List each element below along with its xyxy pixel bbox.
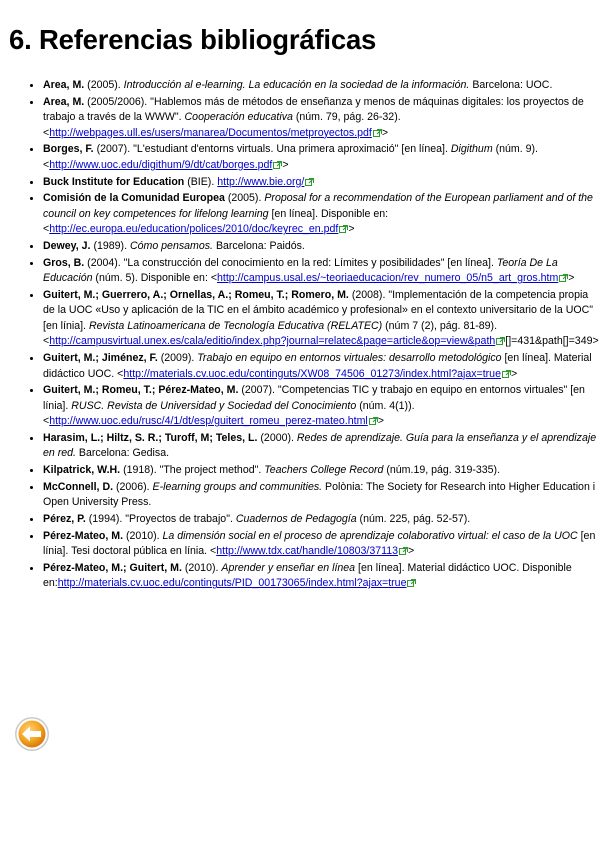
external-link-icon[interactable] bbox=[407, 579, 416, 587]
reference-link[interactable]: http://webpages.ull.es/users/manarea/Documentos/metproyectos.pdf bbox=[49, 126, 372, 139]
reference-author: Buck Institute for Education bbox=[43, 175, 185, 188]
reference-title: Cómo pensamos. bbox=[129, 239, 213, 252]
reference-item bbox=[42, 191, 602, 238]
page-title: 6. Referencias bibliográficas bbox=[9, 24, 377, 55]
reference-title: Teachers College Record bbox=[264, 464, 384, 477]
reference-text: (2004). "La construcción del conocimiento en la red: Límites y posibilidades" [en línea]. bbox=[84, 256, 497, 269]
reference-text: []=431&path[]=349> bbox=[505, 335, 599, 348]
reference-link[interactable]: http://materials.cv.uoc.edu/continguts/XW08_74506_01273/index.html?ajax=true bbox=[123, 367, 501, 380]
external-link-icon[interactable] bbox=[496, 337, 505, 345]
reference-text: (2009). bbox=[157, 352, 198, 364]
reference-text: > bbox=[348, 223, 355, 236]
reference-item bbox=[42, 239, 602, 255]
reference-text: [en línea]. Disponible en: < bbox=[43, 207, 389, 236]
reference-text: [en línia]. Tesi doctoral pública en línia. < bbox=[43, 529, 596, 558]
reference-link[interactable]: http://campusvirtual.unex.es/cala/editio/index.php?journal=relatec&page=article&op=view&path bbox=[49, 335, 496, 348]
reference-author: Area, M. bbox=[43, 95, 85, 108]
reference-item bbox=[42, 351, 602, 382]
reference-title: Digithum bbox=[450, 143, 493, 156]
reference-text: > bbox=[377, 415, 384, 428]
reference-item bbox=[42, 288, 602, 350]
reference-text: (2010). bbox=[123, 529, 163, 542]
reference-item bbox=[42, 383, 602, 430]
reference-link[interactable]: http://ec.europa.eu/education/polices/2010/doc/keyrec_en.pdf bbox=[49, 223, 339, 236]
reference-item bbox=[42, 95, 602, 142]
reference-list bbox=[26, 78, 602, 593]
reference-title: Revista Latinoamericana de Tecnología Educativa (RELATEC) bbox=[88, 319, 383, 332]
reference-author: Pérez, P. bbox=[43, 512, 86, 525]
reference-link[interactable]: http://www.uoc.edu/rusc/4/1/dt/esp/guitert_romeu_perez-mateo.html bbox=[49, 415, 368, 428]
reference-link[interactable]: http://materials.cv.uoc.edu/continguts/PID_00173065/index.html?ajax=true bbox=[57, 577, 407, 590]
reference-title: Cooperación educativa bbox=[184, 111, 293, 124]
reference-author: Borges, F. bbox=[43, 143, 94, 156]
reference-text: > bbox=[381, 126, 389, 139]
reference-text: [en línea]. Material didáctico UOC. Disponible en: bbox=[43, 561, 572, 590]
reference-author: Area, M. bbox=[43, 79, 85, 91]
reference-title: Redes de aprendizaje. Guía para la enseñanza y el aprendizaje en red. bbox=[43, 431, 597, 460]
reference-text: Barcelona: Gedisa. bbox=[75, 447, 170, 460]
reference-text: (2006). bbox=[113, 480, 153, 493]
reference-text: [en línea]. Material didáctico UOC. < bbox=[43, 352, 592, 380]
reference-title: Aprender y enseñar en línea bbox=[221, 561, 356, 574]
reference-item bbox=[42, 431, 602, 462]
reference-text: (BIE). bbox=[184, 175, 218, 188]
reference-text: Barcelona: Paidós. bbox=[213, 239, 305, 252]
reference-item bbox=[42, 175, 602, 191]
external-link-icon[interactable] bbox=[373, 129, 382, 137]
reference-author: Pérez-Mateo, M. bbox=[43, 529, 124, 542]
external-link-icon[interactable] bbox=[559, 274, 568, 282]
reference-link[interactable]: http://www.uoc.edu/digithum/9/dt/cat/borges.pdf bbox=[49, 158, 273, 171]
reference-text: (2008). "Implementación de la competencia propia de la UOC «Uso y aplicación de la TIC en el ámbito académico y profesional» en el contexto universitario de la UOC" [en línia]. bbox=[43, 288, 594, 332]
reference-link[interactable]: http://campus.usal.es/~teoriaeducacion/rev_numero_05/n5_art_gros.htm bbox=[217, 272, 559, 285]
reference-text: (2007). "Competencias TIC y trabajo en equipo en entornos virtuales" [en línia]. bbox=[43, 384, 585, 412]
reference-title: Teoría De La Educación bbox=[43, 256, 558, 285]
reference-author: Guitert, M.; Guerrero, A.; Ornellas, A.; Romeu, T.; Romero, M. bbox=[43, 288, 349, 301]
reference-text: Polònia: The Society for Research into Higher Education i Open University Press. bbox=[43, 480, 596, 509]
reference-author: McConnell, D. bbox=[43, 480, 114, 493]
reference-text: > bbox=[568, 272, 575, 285]
reference-text: (núm. 9). < bbox=[43, 143, 538, 171]
reference-item bbox=[42, 463, 602, 479]
reference-text: (núm. 225, pág. 52-57). bbox=[356, 512, 471, 525]
reference-author: Gros, B. bbox=[43, 256, 85, 269]
reference-text: (2005/2006). "Hablemos más de métodos de enseñanza y menos de máquinas digitales: los proyectos de trabajo a través de la WWW". bbox=[43, 95, 584, 124]
reference-text: (núm 7 (2), pág. 81-89). < bbox=[43, 319, 498, 348]
reference-text: (2005). bbox=[224, 192, 265, 205]
reference-link[interactable]: http://www.tdx.cat/handle/10803/37113 bbox=[216, 545, 399, 558]
back-button[interactable] bbox=[14, 716, 50, 752]
reference-title: Trabajo en equipo en entornos virtuales: desarrollo metodológico bbox=[197, 352, 502, 364]
reference-text: (2000). bbox=[257, 431, 297, 444]
reference-text: (núm.19, pág. 319-335). bbox=[383, 464, 501, 477]
reference-text: (2007). "L'estudiant d'entorns virtuals. Una primera aproximació" [en línea]. bbox=[93, 143, 451, 156]
reference-text: > bbox=[408, 545, 415, 558]
reference-text: Barcelona: UOC. bbox=[469, 79, 553, 91]
reference-title: Cuadernos de Pedagogía bbox=[235, 512, 357, 525]
external-link-icon[interactable] bbox=[399, 547, 408, 555]
reference-text: (núm. 4(1)). < bbox=[43, 399, 415, 428]
reference-item bbox=[42, 561, 602, 592]
back-arrow-icon bbox=[14, 716, 50, 752]
reference-text: (1918). "The project method". bbox=[120, 464, 265, 477]
reference-item bbox=[42, 529, 602, 560]
reference-title: RUSC. Revista de Universidad y Sociedad del Conocimiento bbox=[71, 399, 357, 412]
reference-item bbox=[42, 256, 602, 287]
reference-author: Guitert, M.; Romeu, T.; Pérez-Mateo, M. bbox=[43, 384, 239, 397]
reference-text: (2005). bbox=[84, 79, 124, 91]
reference-item bbox=[42, 512, 602, 528]
reference-item bbox=[42, 480, 602, 511]
reference-author: Guitert, M.; Jiménez, F. bbox=[43, 352, 158, 364]
reference-title: Proposal for a recommendation of the European parliament and of the council on key competences for lifelong learning bbox=[43, 192, 593, 220]
reference-link[interactable]: http://www.bie.org/ bbox=[217, 175, 305, 188]
reference-author: Comisión de la Comunidad Europea bbox=[43, 192, 225, 205]
external-link-icon[interactable] bbox=[305, 178, 314, 186]
reference-title: Introducción al e-learning. La educación en la sociedad de la información. bbox=[123, 79, 470, 91]
external-link-icon[interactable] bbox=[369, 417, 378, 425]
reference-item bbox=[42, 142, 602, 173]
reference-text: > bbox=[510, 367, 518, 380]
reference-author: Harasim, L.; Hiltz, S. R.; Turoff, M; Teles, L. bbox=[43, 431, 258, 444]
reference-text: (núm. 5). Disponible en: < bbox=[92, 272, 218, 285]
external-link-icon[interactable] bbox=[502, 370, 511, 378]
reference-text: > bbox=[282, 158, 289, 171]
reference-author: Kilpatrick, W.H. bbox=[43, 464, 121, 477]
reference-text: (1994). "Proyectos de trabajo". bbox=[85, 512, 236, 525]
reference-author: Dewey, J. bbox=[43, 239, 91, 252]
reference-item bbox=[42, 78, 602, 94]
reference-author: Pérez-Mateo, M.; Guitert, M. bbox=[43, 561, 182, 574]
reference-text: (1989). bbox=[90, 239, 130, 252]
reference-text: (núm. 79, pág. 26-32). < bbox=[43, 111, 401, 139]
reference-title: La dimensión social en el proceso de aprendizaje colaborativo virtual: el caso de la UOC bbox=[162, 529, 578, 542]
reference-title: E-learning groups and communities. bbox=[152, 480, 323, 493]
reference-text: (2010). bbox=[181, 561, 222, 574]
